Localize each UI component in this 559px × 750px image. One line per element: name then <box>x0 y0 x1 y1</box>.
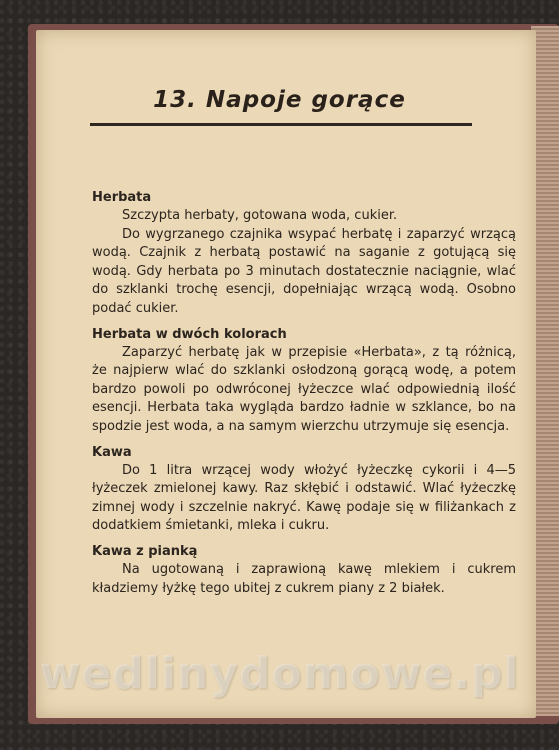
section-herbata <box>92 188 516 319</box>
paragraph: Na ugotowaną i zaprawioną kawę mlekiem i cukrem kładziemy łyżkę tego ubitej z cukrem piany z 2 białek. <box>92 561 516 596</box>
page-title: 13. Napoje gorące <box>153 87 406 113</box>
paragraph: Do 1 litra wrzącej wody włożyć łyżeczkę cykorii i 4—5 łyżeczek zmielonej kawy. Raz skłębić i odstawić. Wlać łyżeczkę zimnej wody i szczelnie nakryć. Kawę podaje się w filiżankach z dodatkiem śmietanki, mleka i cukru. <box>92 462 516 534</box>
paragraph: Zaparzyć herbatę jak w przepisie «Herbata», z tą różnicą, że najpierw wlać do szklanki osłodzoną gorącą wodę, a potem bardzo powoli po odwróconej łyżeczce wlać odpowiednią ilość esencji. Herbata taka wygląda bardzo ładnie w szklance, bo na spodzie jest woda, a na samym wierzchu utrzymuje się esencja. <box>92 344 516 434</box>
paragraph: Szczypta herbaty, gotowana woda, cukier. <box>122 208 398 223</box>
paragraph: Do wygrzanego czajnika wsypać herbatę i zaparzyć wrzącą wodą. Czajnik z herbatą postawić na saganie z gotującą się wodą. Gdy herbata po 3 minutach dostatecznie naciągnie, wlać do szklanki trochę esencji, dopełniając wrzącą wodą. Osobno podać cukier. <box>92 226 516 316</box>
section-heading: Herbata <box>92 190 152 205</box>
section-kawa <box>92 443 516 536</box>
section-herbata-w-dwoch-kolorach <box>92 325 516 437</box>
section-heading: Kawa <box>92 444 132 460</box>
section-heading: Kawa z pianką <box>92 543 198 559</box>
section-kawa-z-pianka <box>92 542 516 598</box>
title-rule <box>90 123 472 126</box>
section-heading: Herbata w dwóch kolorach <box>92 326 287 342</box>
watermark: wedlinydomowe.pl <box>39 648 520 699</box>
page-content <box>92 188 516 598</box>
